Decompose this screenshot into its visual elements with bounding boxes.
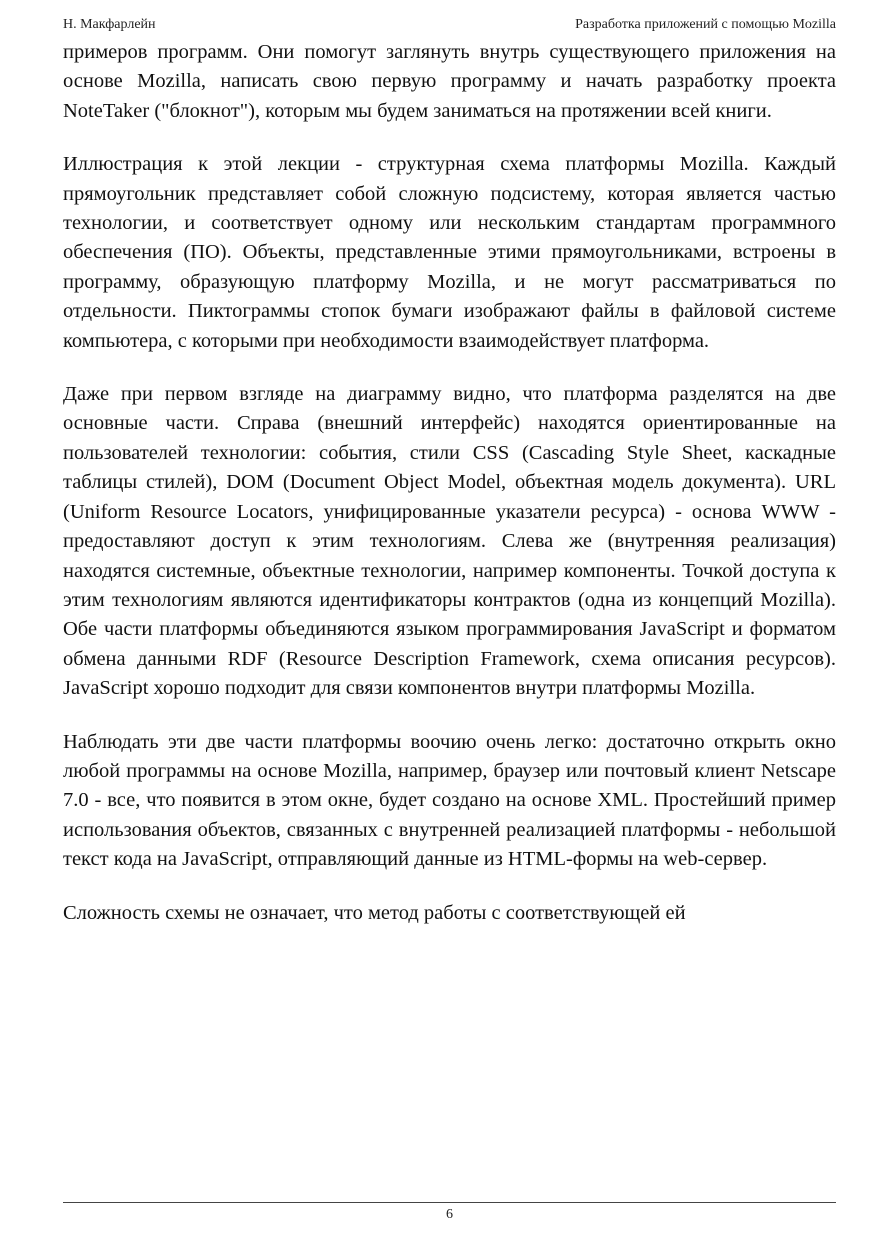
document-page (63, 0, 836, 1241)
running-header (63, 15, 836, 35)
body-text (63, 38, 836, 952)
paragraph-5: Сложность схемы не означает, что метод работы с соответствующей ей (63, 901, 686, 924)
footer-divider (63, 1202, 836, 1203)
paragraph-4: Наблюдать эти две части платформы воочию очень легко: достаточно открыть окно любой программы на основе Mozilla, например, браузер или почтовый клиент Netscape 7.0 - все, что появится в этом окне, будет создано на основе XML. Простейший пример использования объектов, связанных с внутренней реализацией платформы - небольшой текст кода на JavaScript, отправляющий данные из HTML-формы на web-сервер. (63, 730, 836, 871)
header-author: Н. Макфарлейн (63, 17, 156, 32)
paragraph-3: Даже при первом взгляде на диаграмму видно, что платформа разделятся на две основные части. Справа (внешний интерфейс) находятся ориентированные на пользователей технологии: события, стили CSS (Cascading Style Sheet, каскадные таблицы стилей), DOM (Document Object Model, объектная модель документа). URL (Uniform Resource Locators, унифицированные указатели ресурса) - основа WWW - предоставляют доступ к этим технологиям. Слева же (внутренняя реализация) находятся системные, объектные технологии, например компоненты. Точкой доступа к этим технологиям являются идентификаторы контрактов (одна из концепций Mozilla). Обе части платформы объединяются языком программирования JavaScript и форматом обмена данными RDF (Resource Description Framework, схема описания ресурсов). JavaScript хорошо подходит для связи компонентов внутри платформы Mozilla. (63, 383, 836, 700)
page-number: 6 (446, 1207, 453, 1222)
paragraph-2: Иллюстрация к этой лекции - структурная схема платформы Mozilla. Каждый прямоугольник представляет собой сложную подсистему, которая является частью технологии, и соответствует одному или нескольким стандартам программного обеспечения (ПО). Объекты, представленные этими прямоугольниками, встроены в программу, образующую платформу Mozilla, и не могут рассматриваться по отдельности. Пиктограммы стопок бумаги изображают файлы в файловой системе компьютера, с которыми при необходимости взаимодействует платформа. (63, 153, 836, 352)
paragraph-1: примеров программ. Они помогут заглянуть внутрь существующего приложения на основе Mozilla, написать свою первую программу и начать разработку проекта NoteTaker ("блокнот"), которым мы будем заниматься на протяжении всей книги. (63, 41, 836, 122)
header-book-title: Разработка приложений с помощью Mozilla (575, 17, 836, 32)
